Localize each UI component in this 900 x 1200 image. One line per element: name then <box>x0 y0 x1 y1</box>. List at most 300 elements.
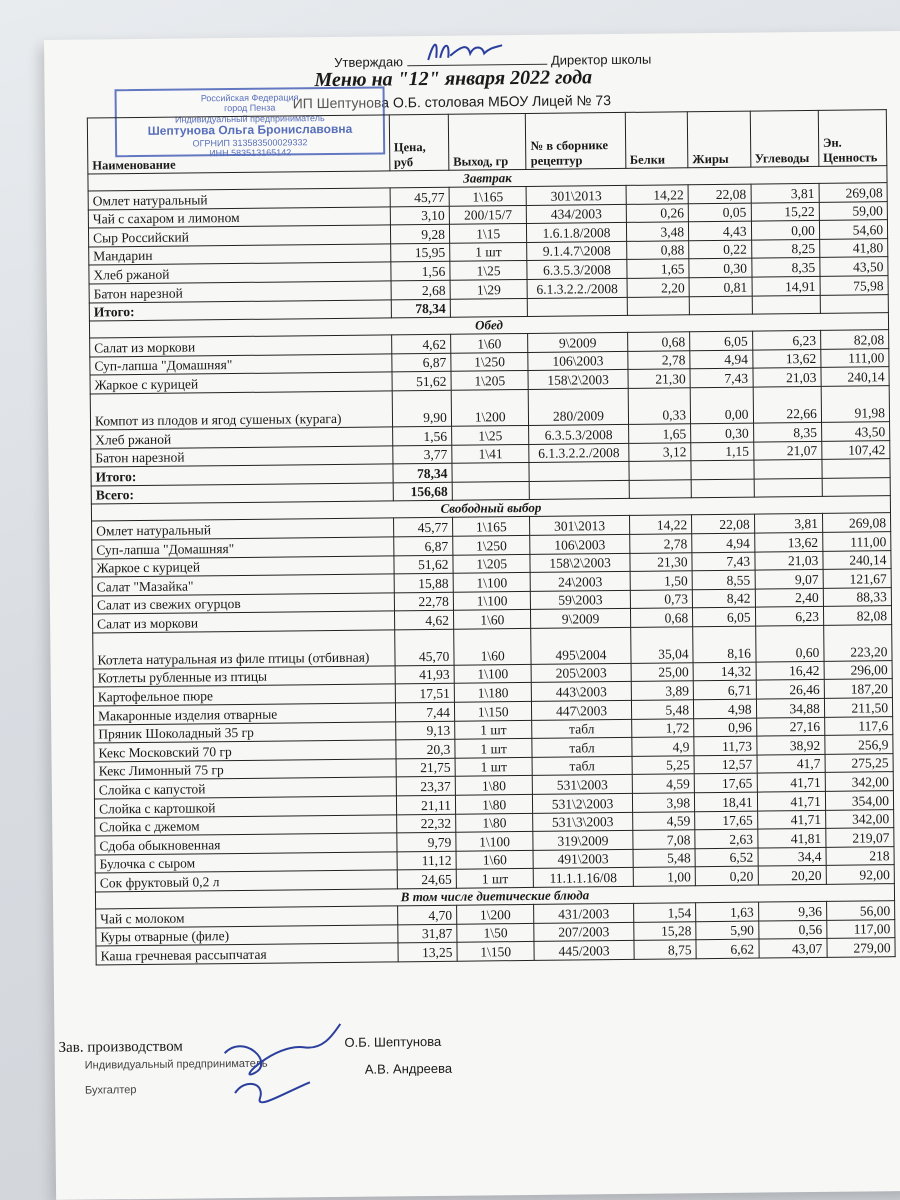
dish-recipe: 11.1.1.16/08 <box>534 868 633 888</box>
dish-price: 9,79 <box>396 832 455 851</box>
dish-price: 15,95 <box>390 243 449 262</box>
empty-cell <box>822 477 890 496</box>
dish-name: Хлеб ржаной <box>89 262 391 284</box>
dish-price: 51,62 <box>392 372 451 391</box>
dish-price: 7,44 <box>395 702 454 721</box>
dish-fat: 8,16 <box>693 626 756 663</box>
col-carbs-header: Углеводы <box>750 110 819 167</box>
dish-name: Салат "Мазайка" <box>92 574 394 596</box>
dish-price: 21,75 <box>396 758 455 777</box>
dish-name: Хлеб ржаной <box>91 427 393 449</box>
dish-fat: 6,71 <box>693 681 756 700</box>
col-recipe-header: № в сборнике рецептур <box>526 112 626 169</box>
dish-energy: 275,25 <box>825 753 893 772</box>
dish-output: 1\15 <box>449 224 527 243</box>
dish-carbs: 9,36 <box>758 901 826 920</box>
total-value: 78,34 <box>391 299 450 318</box>
dish-output: 1 шт <box>450 242 528 261</box>
dish-output: 1 шт <box>455 757 533 776</box>
dish-energy: 59,00 <box>819 201 887 220</box>
dish-protein: 0,73 <box>630 589 693 608</box>
dish-carbs: 6,23 <box>752 331 820 350</box>
dish-recipe: 319\2009 <box>533 831 632 851</box>
dish-name: Макаронные изделия отварные <box>93 703 395 725</box>
dish-price: 4,70 <box>397 905 456 924</box>
page-subtitle: ИП Шептунова О.Б. столовая МБОУ Лицей № 73 <box>292 92 612 112</box>
dish-recipe: 6.3.5.3/2008 <box>527 260 626 280</box>
dish-protein: 4,59 <box>632 811 695 830</box>
dish-price: 13,25 <box>398 942 457 961</box>
director-label: Директор школы <box>550 51 652 68</box>
dish-price: 11,12 <box>397 851 456 870</box>
dish-recipe: 106\2003 <box>530 534 629 554</box>
empty-cell <box>529 462 628 482</box>
dish-energy: 121,67 <box>823 569 891 588</box>
dish-name: Котлеты рубленные из птицы <box>93 666 395 688</box>
dish-protein: 21,30 <box>629 552 692 571</box>
empty-cell <box>452 463 530 482</box>
dish-fat: 6,52 <box>695 848 758 867</box>
dish-carbs: 8,35 <box>753 422 821 441</box>
dish-carbs: 21,03 <box>753 368 821 387</box>
dish-price: 1,56 <box>391 262 450 281</box>
total-label: Итого: <box>89 299 391 321</box>
dish-energy: 240,14 <box>823 550 891 569</box>
dish-protein: 1,65 <box>628 424 691 443</box>
dish-carbs: 8,35 <box>751 258 819 277</box>
dish-recipe: 434/2003 <box>527 204 626 224</box>
dish-carbs: 41,71 <box>757 791 825 810</box>
dish-name: Батон нарезной <box>91 445 393 467</box>
production-signature <box>214 1022 345 1113</box>
dish-output: 1 шт <box>456 869 534 888</box>
dish-protein: 0,33 <box>628 388 691 425</box>
dish-fat: 0,81 <box>689 277 752 296</box>
dish-recipe: 24\2003 <box>531 571 630 591</box>
dish-carbs: 21,07 <box>753 441 821 460</box>
dish-output: 1\165 <box>452 517 530 536</box>
dish-name: Каша гречневая рассыпчатая <box>96 943 398 965</box>
dish-energy: 111,00 <box>821 348 889 367</box>
col-protein-header: Белки <box>625 112 688 169</box>
dish-name: Слойка с картошкой <box>94 796 396 818</box>
section-title: Обед <box>89 313 888 338</box>
dish-carbs: 9,07 <box>755 569 823 588</box>
dish-price: 21,11 <box>396 795 455 814</box>
dish-recipe: 491\2003 <box>533 849 632 869</box>
dish-price: 51,62 <box>394 555 453 574</box>
dish-protein: 2,78 <box>629 534 692 553</box>
dish-output: 1\200 <box>451 389 529 426</box>
dish-output: 1\100 <box>453 573 531 592</box>
dish-name: Слойка с джемом <box>95 814 397 836</box>
dish-protein: 5,48 <box>631 700 694 719</box>
dish-carbs: 2,40 <box>755 588 823 607</box>
dish-carbs: 14,91 <box>752 276 820 295</box>
dish-fat: 2,63 <box>695 829 758 848</box>
dish-carbs: 0,60 <box>755 625 824 662</box>
dish-output: 1\80 <box>455 794 533 813</box>
approve-blank <box>407 64 547 66</box>
dish-price: 4,62 <box>391 334 450 353</box>
dish-fat: 1,15 <box>691 442 754 461</box>
empty-cell <box>752 295 820 314</box>
total-label: Всего: <box>91 483 393 505</box>
dish-protein: 1,65 <box>626 259 689 278</box>
dish-output: 1\41 <box>452 444 530 463</box>
dish-price: 20,3 <box>396 739 455 758</box>
dish-carbs: 0,00 <box>751 221 819 240</box>
dish-recipe: 106\2003 <box>528 351 627 371</box>
dish-protein: 3,48 <box>626 222 689 241</box>
dish-recipe: табл <box>533 756 632 776</box>
dish-fat: 0,05 <box>688 203 751 222</box>
dish-name: Кекс Лимонный 75 гр <box>94 759 396 781</box>
dish-recipe: 9\2009 <box>528 333 627 353</box>
dish-name: Мандарин <box>89 244 391 266</box>
dish-protein: 15,28 <box>633 921 696 940</box>
dish-fat: 8,42 <box>692 589 755 608</box>
dish-price: 17,51 <box>395 684 454 703</box>
dish-energy: 43,50 <box>821 422 889 441</box>
dish-carbs: 41,71 <box>757 810 825 829</box>
dish-fat: 0,30 <box>691 423 754 442</box>
stamp-line: Российская Федерация <box>200 92 299 104</box>
dish-energy: 256,9 <box>825 735 893 754</box>
dish-fat: 6,62 <box>696 939 759 958</box>
dish-price: 9,90 <box>392 390 452 427</box>
menu-table <box>87 109 896 965</box>
dish-protein: 5,25 <box>632 756 695 775</box>
dish-protein: 35,04 <box>630 627 693 664</box>
dish-carbs: 3,81 <box>754 514 822 533</box>
dish-recipe: табл <box>532 738 631 758</box>
dish-protein: 14,22 <box>629 515 692 534</box>
dish-carbs: 21,03 <box>754 551 822 570</box>
section-title: Завтрак <box>88 166 887 191</box>
dish-energy: 211,50 <box>824 698 892 717</box>
dish-output: 1 шт <box>455 739 533 758</box>
dish-fat: 5,90 <box>696 921 759 940</box>
dish-output: 1\60 <box>454 628 532 665</box>
dish-recipe: 9\2009 <box>531 609 630 629</box>
dish-energy: 54,60 <box>819 220 887 239</box>
empty-cell <box>820 294 888 313</box>
dish-carbs: 41,7 <box>757 754 825 773</box>
dish-carbs: 15,22 <box>751 202 819 221</box>
dish-protein: 4,59 <box>632 774 695 793</box>
dish-price: 22,78 <box>394 592 453 611</box>
dish-protein: 7,08 <box>632 830 695 849</box>
dish-energy: 107,42 <box>822 440 890 459</box>
dish-price: 31,87 <box>397 924 456 943</box>
dish-name: Кекс Московский 70 гр <box>94 740 396 762</box>
dish-name: Салат из свежих огурцов <box>92 593 394 615</box>
dish-recipe: 207/2003 <box>534 922 633 942</box>
dish-name: Сок фруктовый 0,2 л <box>95 870 397 892</box>
dish-output: 1\100 <box>456 832 534 851</box>
dish-price: 45,77 <box>393 518 452 537</box>
dish-fat: 1,63 <box>696 902 759 921</box>
dish-recipe: 6.3.5.3/2008 <box>529 424 628 444</box>
dish-output: 1 шт <box>455 720 533 739</box>
dish-price: 23,37 <box>396 777 455 796</box>
dish-energy: 82,08 <box>823 606 891 625</box>
dish-carbs: 13,62 <box>752 349 820 368</box>
dish-name: Батон нарезной <box>89 281 391 303</box>
approve-label: Утверждаю <box>334 54 404 70</box>
dish-energy: 43,50 <box>820 257 888 276</box>
stamp-inn: ИНН 583513165142 <box>209 147 292 159</box>
dish-price: 2,68 <box>391 280 450 299</box>
dish-protein: 1,00 <box>633 867 696 886</box>
dish-energy: 111,00 <box>823 532 891 551</box>
col-fat-header: Жиры <box>687 111 750 168</box>
dish-output: 1\60 <box>453 610 531 629</box>
dish-carbs: 6,23 <box>755 607 823 626</box>
dish-output: 1\80 <box>456 813 534 832</box>
dish-price: 15,88 <box>394 573 453 592</box>
dish-protein: 8,75 <box>634 940 697 959</box>
dish-recipe: 6.1.3.2.2./2008 <box>529 443 628 463</box>
dish-protein: 5,48 <box>633 849 696 868</box>
dish-energy: 187,20 <box>824 679 892 698</box>
dish-carbs: 3,81 <box>751 183 819 202</box>
dish-carbs: 16,42 <box>756 661 824 680</box>
dish-energy: 92,00 <box>826 865 894 884</box>
dish-name: Салат из моркови <box>90 335 392 357</box>
dish-price: 3,77 <box>392 445 451 464</box>
dish-protein: 0,26 <box>626 203 689 222</box>
dish-output: 1\25 <box>451 425 529 444</box>
dish-energy: 56,00 <box>826 901 894 920</box>
empty-cell <box>530 480 629 500</box>
dish-energy: 218 <box>826 846 894 865</box>
dish-protein: 1,72 <box>631 718 694 737</box>
dish-energy: 269,08 <box>822 513 890 532</box>
dish-price: 1,56 <box>392 426 451 445</box>
dish-recipe: 531\2\2003 <box>533 793 632 813</box>
dish-carbs: 20,20 <box>758 866 826 885</box>
dish-output: 1\200 <box>456 904 534 923</box>
dish-energy: 219,07 <box>826 828 894 847</box>
dish-energy: 88,33 <box>823 587 891 606</box>
dish-protein: 0,68 <box>627 332 690 351</box>
dish-protein: 0,68 <box>630 608 693 627</box>
dish-price: 3,10 <box>390 206 449 225</box>
empty-cell <box>452 481 530 500</box>
dish-carbs: 41,71 <box>757 773 825 792</box>
dish-name: Котлета натуральная из филе птицы (отбивная) <box>93 630 395 669</box>
dish-fat: 4,94 <box>690 350 753 369</box>
dish-energy: 342,00 <box>825 809 893 828</box>
dish-output: 1\100 <box>453 591 531 610</box>
dish-fat: 6,05 <box>693 607 756 626</box>
total-value: 156,68 <box>393 482 452 501</box>
dish-recipe: 9.1.4.7\2008 <box>527 241 626 261</box>
dish-fat: 22,08 <box>692 514 755 533</box>
dish-output: 1\150 <box>454 701 532 720</box>
empty-cell <box>629 461 692 480</box>
dish-fat: 7,43 <box>690 368 753 387</box>
dish-energy: 117,00 <box>827 919 895 938</box>
dish-energy: 354,00 <box>825 791 893 810</box>
dish-name: Слойка с капустой <box>94 777 396 799</box>
dish-fat: 0,22 <box>689 240 752 259</box>
dish-fat: 0,96 <box>694 718 757 737</box>
dish-price: 22,32 <box>396 814 455 833</box>
dish-recipe: 158\2\2003 <box>528 370 627 390</box>
dish-fat: 7,43 <box>692 552 755 571</box>
dish-output: 1\60 <box>456 850 534 869</box>
dish-name: Булочка с сыром <box>95 852 397 874</box>
dish-output: 1\50 <box>457 923 535 942</box>
dish-name: Куры отварные (филе) <box>96 924 398 946</box>
dish-energy: 91,98 <box>821 386 890 423</box>
dish-recipe: 205\2003 <box>532 663 631 683</box>
dish-recipe: 443\2003 <box>532 682 631 702</box>
dish-price: 6,87 <box>393 536 452 555</box>
dish-carbs: 22,66 <box>753 386 822 423</box>
dish-name: Чай с молоком <box>96 906 398 928</box>
dish-output: 1\80 <box>455 776 533 795</box>
dish-output: 1\100 <box>454 664 532 683</box>
dish-output: 200/15/7 <box>449 205 527 224</box>
dish-carbs: 13,62 <box>754 532 822 551</box>
dish-output: 1\165 <box>449 186 527 205</box>
dish-price: 4,62 <box>394 611 453 630</box>
menu-sheet <box>44 31 900 1200</box>
dish-name: Пряник Шоколадный 35 гр <box>94 722 396 744</box>
dish-name: Компот из плодов и ягод сушеных (курага) <box>90 391 392 430</box>
dish-fat: 17,65 <box>695 811 758 830</box>
dish-recipe: табл <box>532 719 631 739</box>
dish-protein: 1,50 <box>630 571 693 590</box>
dish-recipe: 445/2003 <box>534 941 633 961</box>
dish-output: 1\205 <box>453 554 531 573</box>
dish-name: Сдоба обыкновенная <box>95 833 397 855</box>
sheptunova-name: О.Б. Шептунова <box>344 1033 442 1050</box>
dish-fat: 0,00 <box>690 387 753 424</box>
dish-recipe: 280/2009 <box>529 388 628 425</box>
dish-fat: 14,32 <box>693 662 756 681</box>
dish-protein: 3,12 <box>628 442 691 461</box>
dish-recipe: 431/2003 <box>534 903 633 923</box>
table-header-row <box>87 110 887 174</box>
dish-name: Жаркое с курицей <box>92 555 394 577</box>
dish-name: Омлет натуральный <box>92 518 394 540</box>
dish-energy: 342,00 <box>825 772 893 791</box>
dish-carbs: 27,16 <box>756 717 824 736</box>
empty-cell <box>528 297 627 317</box>
empty-cell <box>629 479 692 498</box>
empty-cell <box>627 296 690 315</box>
production-head-label: Зав. производством <box>58 1038 183 1056</box>
dish-name: Суп-лапша "Домашняя" <box>92 537 394 559</box>
dish-energy: 279,00 <box>827 938 895 957</box>
dish-price: 6,87 <box>391 353 450 372</box>
dish-recipe: 531\3\2003 <box>533 812 632 832</box>
dish-name: Картофельное пюре <box>93 684 395 706</box>
stamp-ogrnip: ОГРНИП 313583500029332 <box>192 137 308 149</box>
menu-table-body <box>88 166 895 965</box>
dish-protein: 25,00 <box>631 663 694 682</box>
empty-cell <box>691 460 754 479</box>
dish-carbs: 8,25 <box>751 239 819 258</box>
dish-protein: 2,78 <box>627 351 690 370</box>
dish-energy: 117,6 <box>824 716 892 735</box>
section-title: Свободный выбор <box>91 496 890 521</box>
dish-recipe: 447\2003 <box>532 700 631 720</box>
andreeva-name: А.В. Андреева <box>364 1060 453 1077</box>
dish-carbs: 34,4 <box>758 847 826 866</box>
dish-fat: 22,08 <box>688 184 751 203</box>
dish-name: Сыр Российский <box>88 225 390 247</box>
dish-fat: 0,30 <box>689 258 752 277</box>
dish-fat: 4,98 <box>694 699 757 718</box>
dish-energy: 269,08 <box>819 183 887 202</box>
dish-price: 45,70 <box>394 629 454 666</box>
dish-recipe: 301\2013 <box>527 185 626 205</box>
dish-output: 1\29 <box>450 279 528 298</box>
dish-recipe: 59\2003 <box>531 590 630 610</box>
dish-recipe: 158\2\2003 <box>530 553 629 573</box>
total-label: Итого: <box>91 464 393 486</box>
dish-protein: 3,89 <box>631 681 694 700</box>
dish-price: 41,93 <box>395 665 454 684</box>
dish-protein: 4,9 <box>631 737 694 756</box>
stamp-name: Шептунова Ольга Брониславовна <box>147 121 353 138</box>
dish-output: 1\25 <box>450 261 528 280</box>
accountant-label: Бухгалтер <box>84 1084 137 1097</box>
dish-protein: 0,88 <box>626 241 689 260</box>
dish-price: 45,77 <box>390 187 449 206</box>
dish-output: 1\250 <box>453 535 531 554</box>
empty-cell <box>754 478 822 497</box>
dish-protein: 1,54 <box>633 903 696 922</box>
dish-recipe: 531\2003 <box>533 775 632 795</box>
stamp-line: город Пенза <box>224 102 276 114</box>
dish-carbs: 0,56 <box>758 920 826 939</box>
entrepreneur-label: Индивидуальный предприниматель <box>84 1057 268 1072</box>
dish-name: Салат из моркови <box>93 611 395 633</box>
dish-carbs: 34,88 <box>756 698 824 717</box>
stamp-line: Индивидуальный предприниматель <box>174 112 325 125</box>
dish-fat: 0,20 <box>695 866 758 885</box>
dish-energy: 82,08 <box>820 330 888 349</box>
dish-price: 24,65 <box>397 870 456 889</box>
dish-output: 1\60 <box>451 334 529 353</box>
dish-protein: 14,22 <box>626 185 689 204</box>
dish-price: 9,28 <box>390 224 449 243</box>
col-name-header: Наименование <box>87 115 389 174</box>
col-output-header: Выход, гр <box>448 113 526 170</box>
dish-fat: 4,43 <box>689 221 752 240</box>
empty-cell <box>450 298 528 317</box>
dish-carbs: 41,81 <box>757 829 825 848</box>
col-price-header: Цена, руб <box>389 114 449 171</box>
dish-fat: 6,05 <box>690 331 753 350</box>
dish-carbs: 43,07 <box>759 939 827 958</box>
dish-output: 1\205 <box>451 371 529 390</box>
dish-fat: 8,55 <box>692 570 755 589</box>
dish-protein: 3,98 <box>632 793 695 812</box>
dish-protein: 2,20 <box>627 278 690 297</box>
dish-name: Суп-лапша "Домашняя" <box>90 354 392 376</box>
dish-energy: 75,98 <box>820 276 888 295</box>
dish-recipe: 301\2013 <box>530 516 629 536</box>
dish-energy: 296,00 <box>824 661 892 680</box>
